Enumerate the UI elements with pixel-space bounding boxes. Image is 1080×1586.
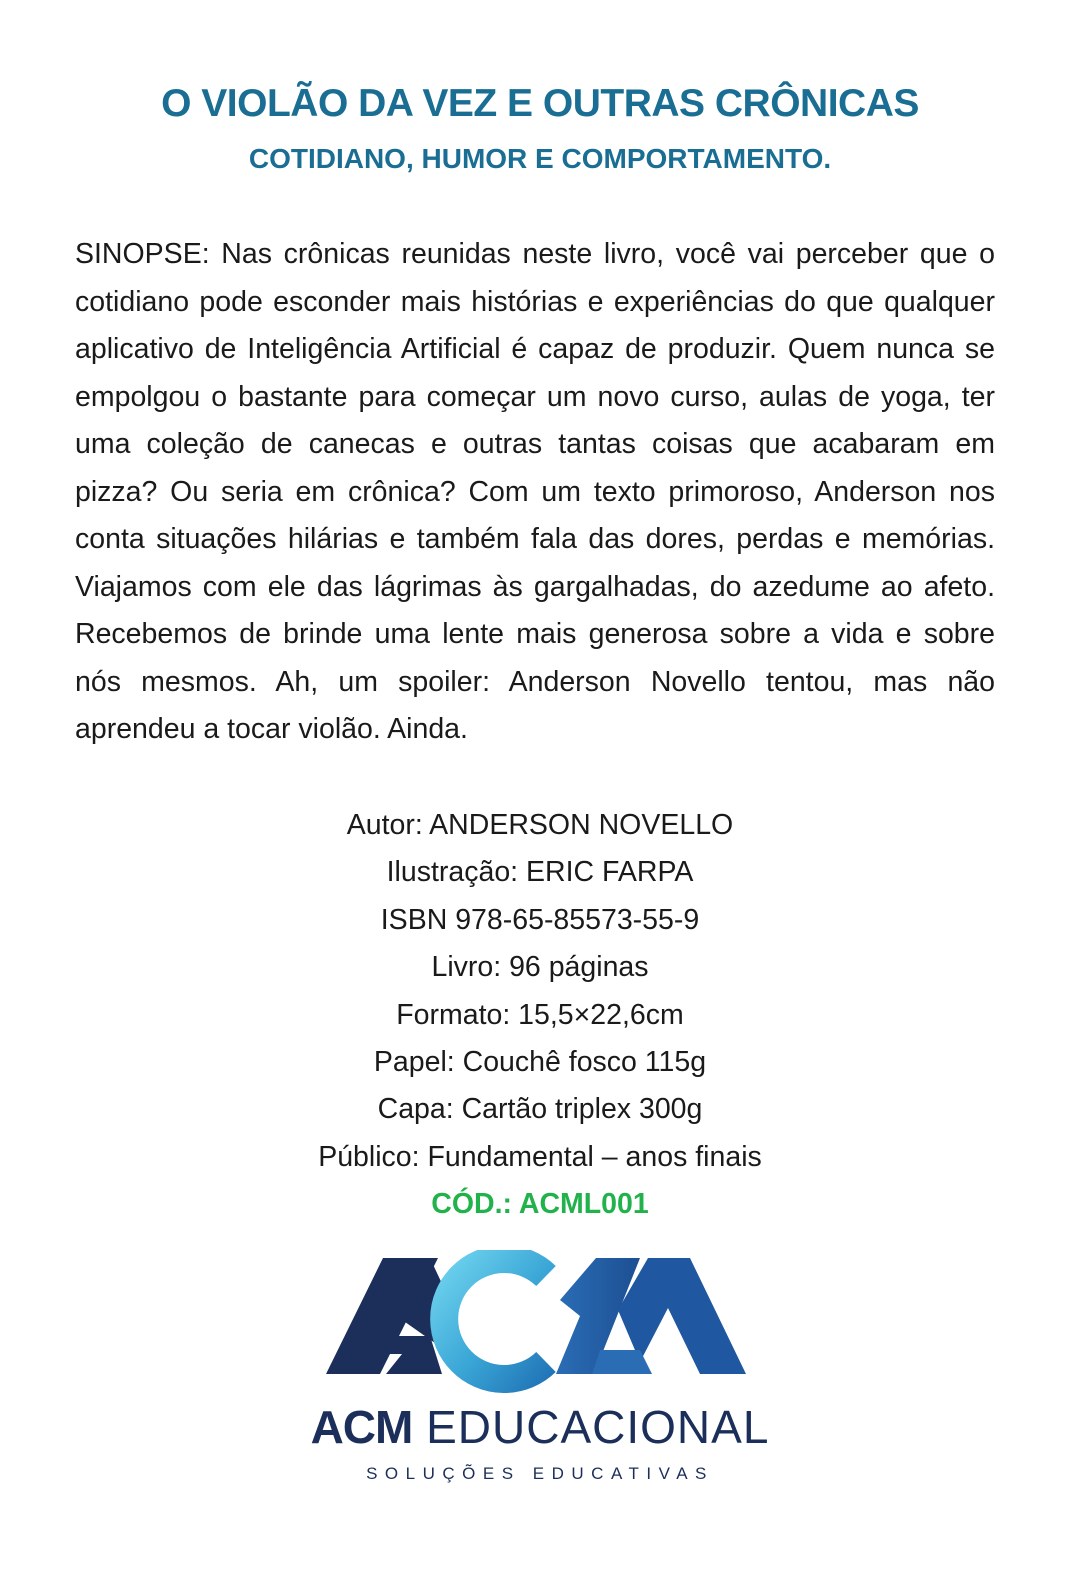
- book-subtitle: COTIDIANO, HUMOR E COMPORTAMENTO.: [248, 143, 832, 174]
- spec-audience: Público: Fundamental – anos finais: [318, 1140, 762, 1173]
- spec-format: Formato: 15,5×22,6cm: [396, 998, 684, 1031]
- product-code: CÓD.: ACML001: [431, 1188, 649, 1221]
- spec-illustration: Ilustração: ERIC FARPA: [386, 856, 694, 889]
- brand-name-bold: ACM: [310, 1401, 413, 1453]
- synopsis-text: SINOPSE: Nas crônicas reunidas neste livro, você vai perceber que o cotidiano pode esconder mais histórias e experiências do que qualquer aplicativo de Inteligência Artificial é capaz de produzir. Quem nunca se empolgou o bastante para começar um novo curso, aulas de yoga, ter uma coleção de canecas e outras tantas coisas que acabaram em pizza? Ou seria em crônica? Com um texto primoroso, Anderson nos conta situações hilárias e também fala das dores, perdas e memórias. Viajamos com ele das lágrimas às gargalhadas, do azedume ao afeto. Recebemos de brinde uma lente mais generosa sobre a vida e sobre nós mesmos. Ah, um spoiler: Anderson Novello tentou, mas não aprendeu a tocar violão. Ainda.: [75, 238, 995, 745]
- spec-pages: Livro: 96 páginas: [431, 951, 649, 984]
- brand-name-rest: EDUCACIONAL: [426, 1401, 770, 1453]
- spec-author: Autor: ANDERSON NOVELLO: [346, 809, 734, 841]
- book-title: O VIOLÃO DA VEZ E OUTRAS CRÔNICAS: [161, 82, 919, 125]
- spec-cover: Capa: Cartão triplex 300g: [377, 1093, 703, 1126]
- brand-tagline: SOLUÇÕES EDUCATIVAS: [366, 1464, 714, 1483]
- logo-letter-m: [556, 1258, 746, 1374]
- spec-paper: Papel: Couchê fosco 115g: [373, 1045, 707, 1078]
- book-specs: [0, 802, 1080, 1229]
- spec-isbn: ISBN 978-65-85573-55-9: [380, 903, 700, 936]
- logo-letter-c: [444, 1259, 546, 1379]
- brand-name: [0, 1400, 1080, 1454]
- acm-logo: [0, 1250, 1080, 1500]
